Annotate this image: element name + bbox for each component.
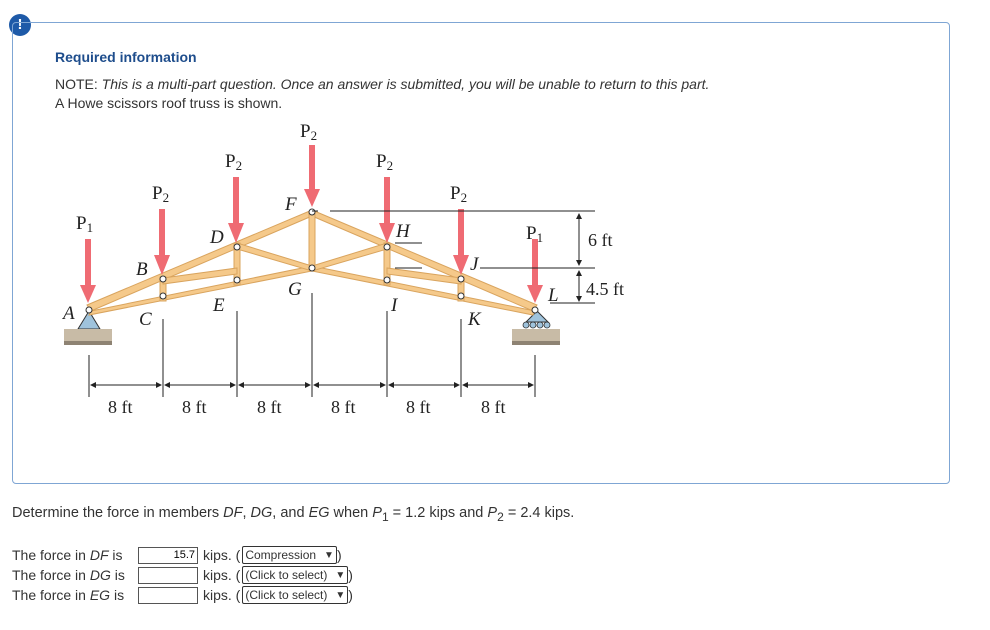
node-label-l: L <box>548 285 559 306</box>
note-text: NOTE: This is a multi-part question. Once an answer is submitted, you will be unable to return to this part. <box>55 76 710 92</box>
force-df-input[interactable] <box>138 547 198 564</box>
answer-row-dg: The force in DG is kips. ( (Click to select) ▼ ) <box>12 567 353 583</box>
node-label-e: E <box>213 295 225 316</box>
truss-figure <box>50 115 650 425</box>
node-label-i: I <box>391 295 398 316</box>
load-label-p2-d: P2 <box>225 151 243 173</box>
chevron-down-icon: ▼ <box>324 549 334 561</box>
force-dg-input[interactable] <box>138 567 198 584</box>
answer-label-dg: The force in DG is <box>12 567 125 583</box>
node-label-b: B <box>136 259 148 280</box>
required-info-title: Required information <box>55 49 197 65</box>
load-label-p1-right: P1 <box>526 223 544 245</box>
height-label-6ft: 6 ft <box>588 230 613 250</box>
span-label-5: 8 ft <box>406 397 431 417</box>
unit-label-df: kips. ( <box>203 547 241 563</box>
force-dg-type-select[interactable]: (Click to select) ▼ <box>242 566 348 584</box>
node-label-k: K <box>468 309 481 330</box>
node-label-h: H <box>396 221 410 242</box>
unit-label-eg: kips. ( <box>203 587 241 603</box>
span-label-2: 8 ft <box>182 397 207 417</box>
answer-row-eg: The force in EG is kips. ( (Click to select) ▼ ) <box>12 587 353 603</box>
node-label-d: D <box>210 227 224 248</box>
span-label-3: 8 ft <box>257 397 282 417</box>
roller-support-right <box>512 311 560 345</box>
load-label-p2-f: P2 <box>300 121 318 143</box>
span-label-6: 8 ft <box>481 397 506 417</box>
node-label-j: J <box>470 254 479 275</box>
load-label-p2-j: P2 <box>450 183 468 205</box>
node-label-g: G <box>288 279 302 300</box>
node-label-a: A <box>63 303 75 324</box>
node-label-f: F <box>285 194 297 215</box>
answer-label-eg: The force in EG is <box>12 587 125 603</box>
chevron-down-icon: ▼ <box>335 569 346 581</box>
alert-icon: ! <box>9 14 31 36</box>
force-df-type-select[interactable]: Compression ▼ <box>242 546 337 564</box>
force-eg-input[interactable] <box>138 587 198 604</box>
load-label-p2-b: P2 <box>152 183 170 205</box>
answer-label-df: The force in DF is <box>12 547 123 563</box>
question-text: Determine the force in members DF, DG, and EG when $P_1 = 1.2$ kips and $P_2 = 2.4$ kips. <box>12 505 575 524</box>
node-label-c: C <box>139 309 152 330</box>
height-label-4-5ft: 4.5 ft <box>586 279 624 299</box>
answer-row-df: The force in DF is 15.7 kips. ( Compression ▼ ) <box>12 545 342 565</box>
unit-label-dg: kips. ( <box>203 567 241 583</box>
span-label-4: 8 ft <box>331 397 356 417</box>
problem-subtitle: A Howe scissors roof truss is shown. <box>55 95 283 111</box>
load-label-p2-h: P2 <box>376 151 394 173</box>
span-label-1: 8 ft <box>108 397 133 417</box>
load-label-p1-left: P1 <box>76 213 94 235</box>
force-eg-type-select[interactable]: (Click to select) ▼ <box>242 586 348 604</box>
chevron-down-icon: ▼ <box>335 589 346 601</box>
